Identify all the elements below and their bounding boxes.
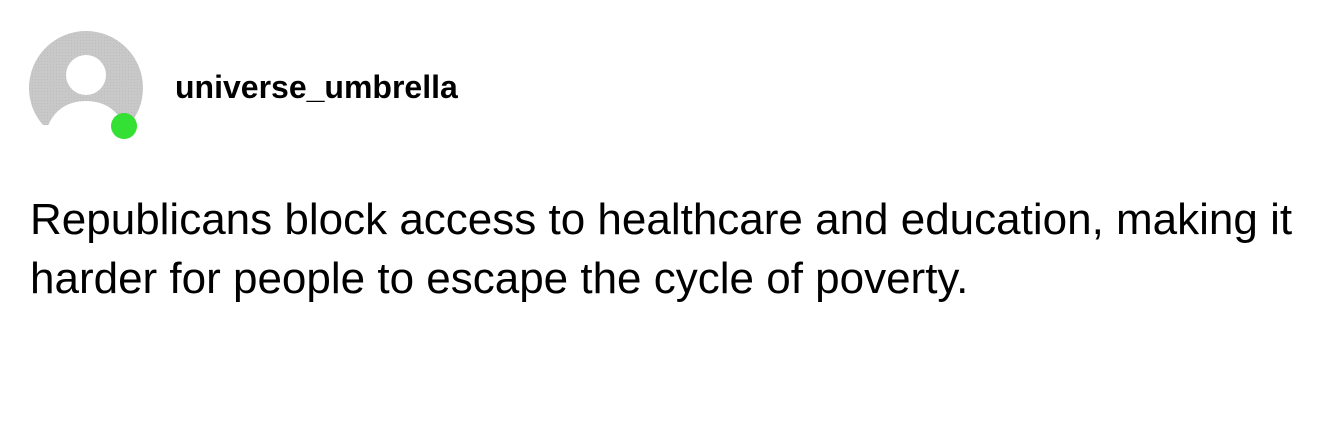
avatar[interactable] [29, 31, 143, 137]
username[interactable]: universe_umbrella [175, 68, 458, 105]
online-status-indicator [111, 113, 137, 139]
post-text: Republicans block access to healthcare and education, making it harder for people to escape the cycle of poverty. [30, 195, 1293, 303]
post-header [29, 29, 458, 139]
